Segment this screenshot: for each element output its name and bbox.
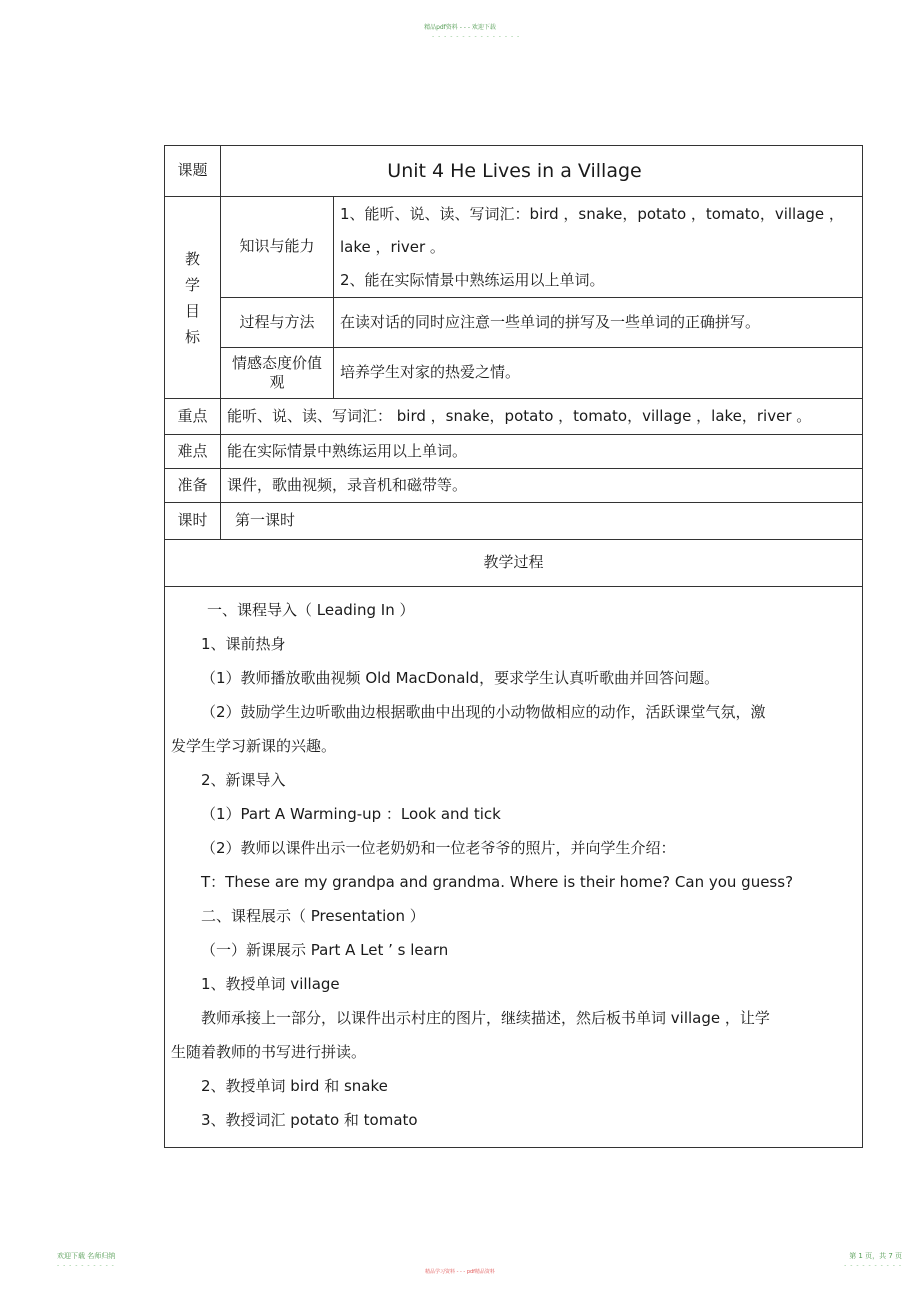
key-points-value: 能听、说、读、写词汇： bird ，snake，potato ，tomato，village ，lake，river 。 — [221, 399, 863, 435]
difficulty-value: 能在实际情景中熟练运用以上单词。 — [221, 435, 863, 469]
period-value: 第一课时 — [221, 503, 863, 540]
difficulty-row — [165, 435, 863, 469]
topic-value: Unit 4 He Lives in a Village — [221, 146, 863, 197]
process-heading: 教学过程 — [165, 540, 863, 587]
objective-line: 1、能听、说、读、写词汇：bird ，snake，potato ，tomato，village ， — [340, 204, 844, 223]
objectives-label-char: 标 — [184, 327, 200, 346]
difficulty-label: 难点 — [165, 435, 221, 469]
key-points-row — [165, 399, 863, 435]
process-line: 一、课程导入（ Leading In ） — [207, 601, 415, 619]
period-row — [165, 503, 863, 540]
topic-label: 课题 — [165, 146, 221, 197]
objective-row-attitude — [165, 348, 863, 399]
topic-row — [165, 146, 863, 197]
objective-line: 2、能在实际情景中熟练运用以上单词。 — [340, 270, 605, 289]
period-label: 课时 — [165, 503, 221, 540]
objectives-label-char: 学 — [184, 275, 200, 294]
process-body-row — [165, 587, 863, 1148]
objective-row-process — [165, 298, 863, 348]
process-line: 1、课前热身 — [201, 635, 286, 653]
process-line: 2、新课导入 — [201, 771, 286, 789]
objectives-label — [165, 197, 221, 399]
process-lines — [171, 593, 854, 1137]
process-line: （1）Part A Warming-up ：Look and tick — [201, 805, 501, 823]
process-heading-row — [165, 540, 863, 587]
objective-value-knowledge — [334, 197, 863, 298]
process-line: （1）教师播放歌曲视频 Old MacDonald，要求学生认真听歌曲并回答问题。 — [201, 669, 720, 687]
process-line: 3、教授词汇 potato 和 tomato — [201, 1111, 418, 1129]
process-line: 教师承接上一部分，以课件出示村庄的图片，继续描述，然后板书单词 village ，让学 — [201, 1009, 770, 1027]
process-line: 2、教授单词 bird 和 snake — [201, 1077, 388, 1095]
process-line: （一）新课展示 Part A Let ’ s learn — [201, 941, 449, 959]
prep-row — [165, 469, 863, 503]
objective-value-process: 在读对话的同时应注意一些单词的拼写及一些单词的正确拼写。 — [334, 298, 863, 348]
footer-right-dots: - - - - - - - - - - — [844, 1262, 902, 1269]
objective-label-process: 过程与方法 — [221, 298, 334, 348]
objective-label-knowledge: 知识与能力 — [221, 197, 334, 298]
objective-label-attitude: 情感态度价值观 — [221, 348, 334, 399]
key-points-label: 重点 — [165, 399, 221, 435]
process-line: T：These are my grandpa and grandma. Where is their home? Can you guess? — [201, 873, 794, 891]
objective-line: lake ，river 。 — [340, 237, 445, 256]
lesson-plan-table — [164, 145, 863, 1148]
process-line: 生随着教师的书写进行拼读。 — [171, 1043, 367, 1061]
footer-center: 精品学习资料 - - - pdf精品资料 — [425, 1269, 495, 1275]
process-line: （2）鼓励学生边听歌曲边根据歌曲中出现的小动物做相应的动作，活跃课堂气氛，激 — [201, 703, 766, 721]
page-number: 第 1 页，共 7 页 — [849, 1252, 902, 1260]
process-line: （2）教师以课件出示一位老奶奶和一位老爷爷的照片，并向学生介绍： — [201, 839, 676, 857]
objectives-label-char: 目 — [184, 301, 200, 320]
footer-left: 欢迎下载 名师归纳 — [57, 1252, 116, 1260]
process-line: 二、课程展示（ Presentation ） — [201, 907, 425, 925]
objectives-label-char: 教 — [184, 249, 200, 268]
objective-row-knowledge — [165, 197, 863, 298]
prep-label: 准备 — [165, 469, 221, 503]
process-line: 1、教授单词 village — [201, 975, 340, 993]
objective-value-attitude: 培养学生对家的热爱之情。 — [334, 348, 863, 399]
process-line: 发学生学习新课的兴趣。 — [171, 737, 337, 755]
process-body — [165, 587, 863, 1148]
footer-left-dots: - - - - - - - - - - — [57, 1262, 115, 1269]
prep-value: 课件，歌曲视频，录音机和磁带等。 — [221, 469, 863, 503]
header-watermark: 精品pdf资料 - - - 欢迎下载 — [424, 24, 496, 31]
header-dots: - - - - - - - - - - - - - - - — [432, 33, 521, 40]
